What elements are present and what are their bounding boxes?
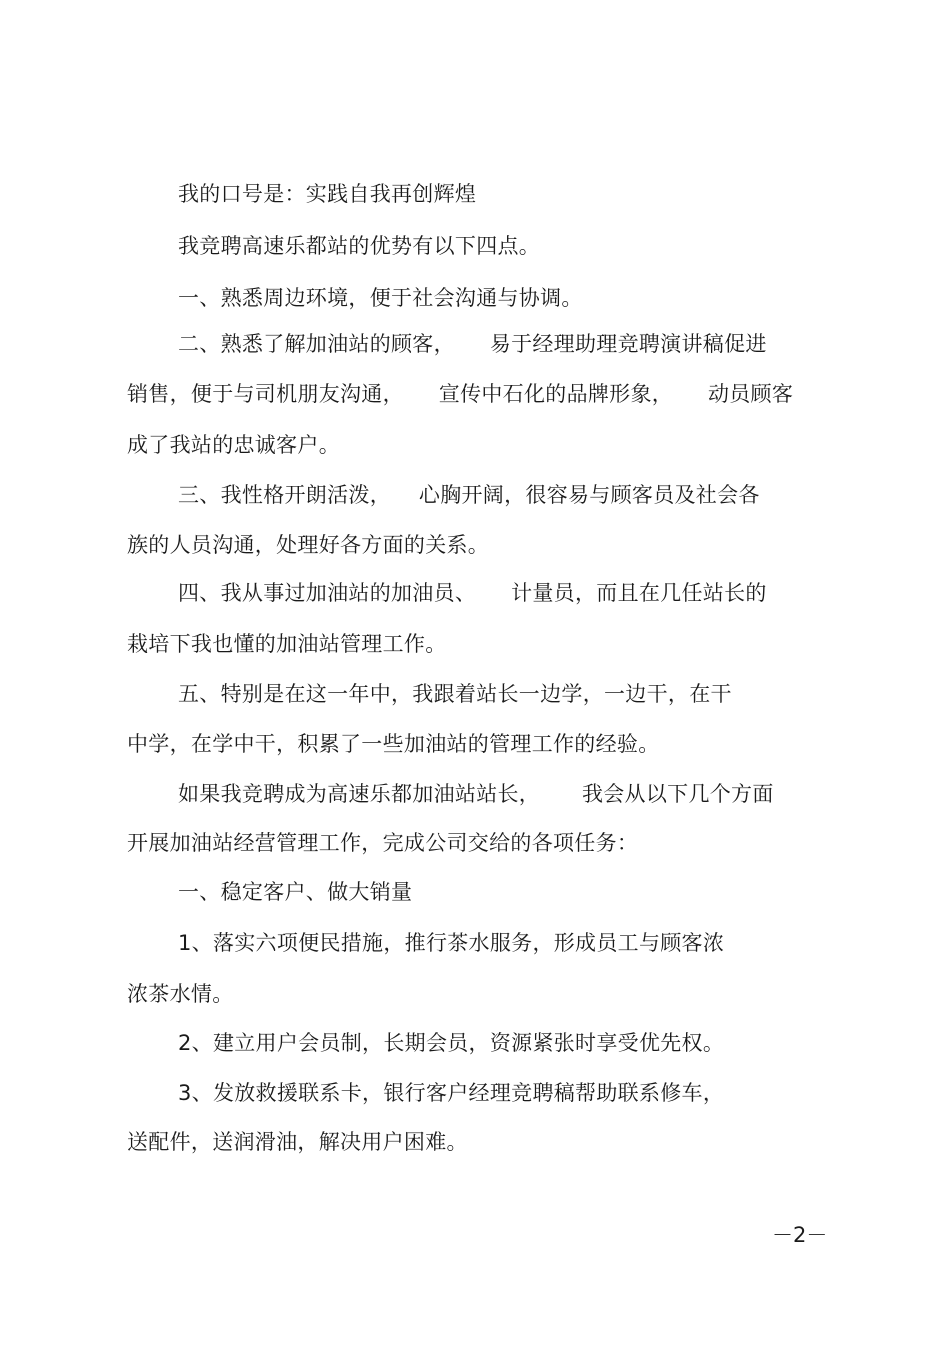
text-line: 一、稳定客户、做大销量: [178, 880, 413, 904]
text-line: 如果我竞聘成为高速乐都加油站站长， 我会从以下几个方面: [178, 782, 774, 806]
text-line: 送配件，送润滑油，解决用户困难。: [127, 1130, 468, 1154]
text-line: 我竞聘高速乐都站的优势有以下四点。: [178, 234, 541, 258]
text-line: 二、熟悉了解加油站的顾客， 易于经理助理竞聘演讲稿促进: [178, 332, 767, 356]
text-line: 族的人员沟通，处理好各方面的关系。: [127, 533, 490, 557]
text-line: 栽培下我也懂的加油站管理工作。: [127, 632, 447, 656]
text-line: 五、特别是在这一年中，我跟着站长一边学，一边干，在干: [178, 682, 732, 706]
text-line: 开展加油站经营管理工作，完成公司交给的各项任务：: [127, 831, 639, 855]
text-line: 中学，在学中干，积累了一些加油站的管理工作的经验。: [127, 732, 660, 756]
text-line: 2、建立用户会员制，长期会员，资源紧张时享受优先权。: [178, 1031, 725, 1055]
page-number: －2－: [772, 1223, 828, 1247]
text-line: 销售，便于与司机朋友沟通， 宣传中石化的品牌形象， 动员顾客: [127, 382, 794, 406]
text-line: 四、我从事过加油站的加油员、 计量员，而且在几任站长的: [178, 581, 767, 605]
text-line: 三、我性格开朗活泼， 心胸开阔，很容易与顾客员及社会各: [178, 483, 760, 507]
text-line: 一、熟悉周边环境，便于社会沟通与协调。: [178, 286, 583, 310]
text-line: 我的口号是：实践自我再创辉煌: [178, 182, 477, 206]
text-line: 3、发放救援联系卡，银行客户经理竞聘稿帮助联系修车，: [178, 1081, 725, 1105]
text-line: 成了我站的忠诚客户。: [127, 433, 340, 457]
text-line: 1、落实六项便民措施，推行茶水服务，形成员工与顾客浓: [178, 931, 725, 955]
text-line: 浓茶水情。: [127, 982, 234, 1006]
